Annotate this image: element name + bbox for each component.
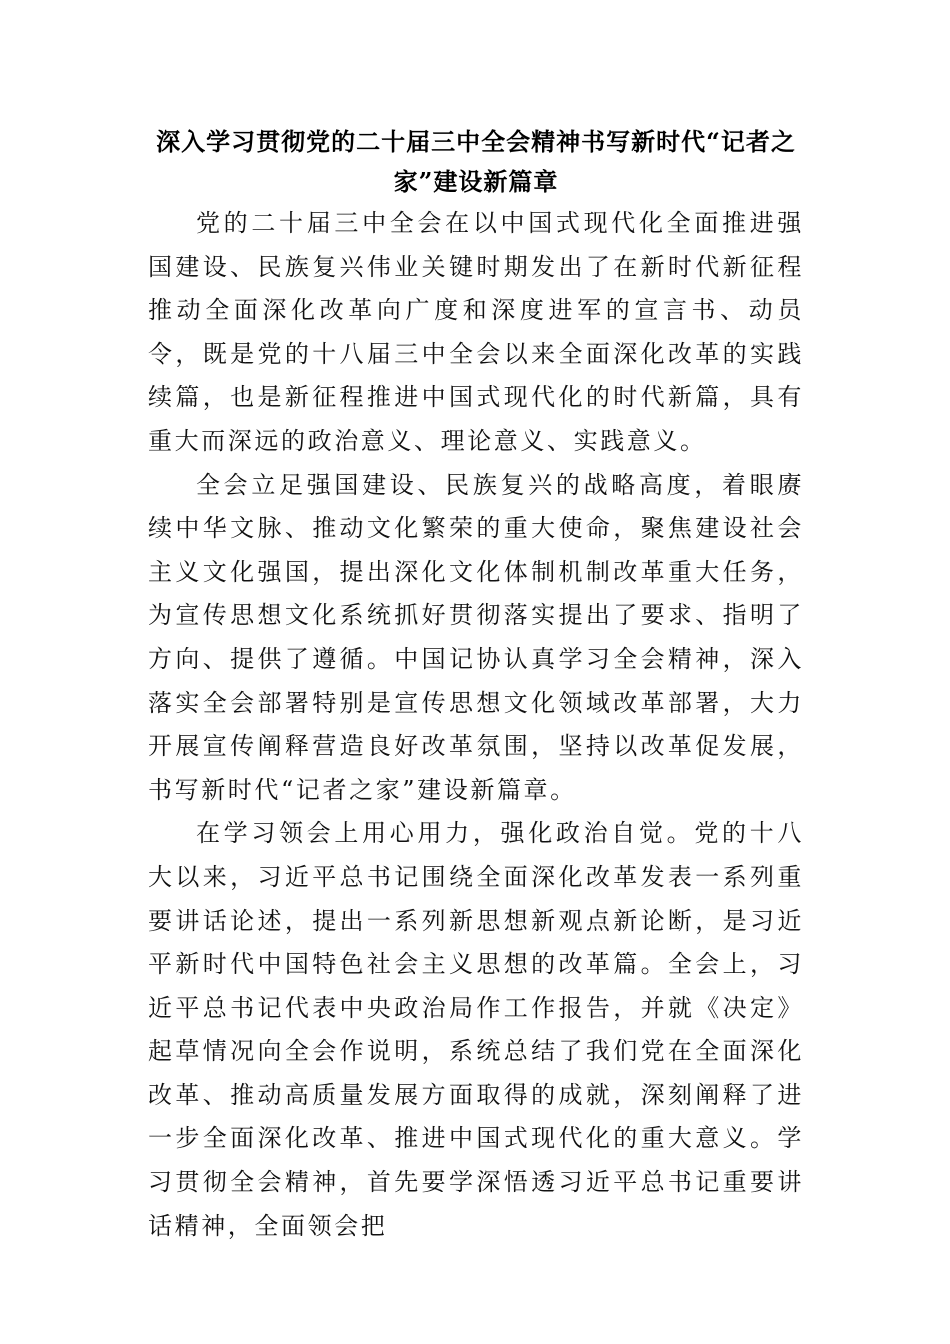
paragraph-1: 党的二十届三中全会在以中国式现代化全面推进强国建设、民族复兴伟业关键时期发出了在新时代新征程推动全面深化改革向广度和深度进军的宣言书、动员令，既是党的十八届三中全会以来全面深化改革的实践续篇，也是新征程推进中国式现代化的时代新篇，具有重大而深远的政治意义、理论意义、实践意义。 [148,209,804,455]
paragraph-3: 在学习领会上用心用力，强化政治自觉。党的十八大以来，习近平总书记围绕全面深化改革发表一系列重要讲话论述，提出一系列新思想新观点新论断，是习近平新时代中国特色社会主义思想的改革篇。全会上，习近平总书记代表中央政治局作工作报告，并就《决定》起草情况向全会作说明，系统总结了我们党在全面深化改革、推动高质量发展方面取得的成就，深刻阐释了进一步全面深化改革、推进中国式现代化的重大意义。学习贯彻全会精神，首先要学深悟透习近平总书记重要讲话精神，全面领会把 [148,819,804,1240]
paragraph-2: 全会立足强国建设、民族复兴的战略高度，着眼赓续中华文脉、推动文化繁荣的重大使命，聚焦建设社会主义文化强国，提出深化文化体制机制改革重大任务，为宣传思想文化系统抓好贯彻落实提出了要求、指明了方向、提供了遵循。中国记协认真学习全会精神，深入落实全会部署特别是宣传思想文化领域改革部署，大力开展宣传阐释营造良好改革氛围，坚持以改革促发展，书写新时代“记者之家”建设新篇章。 [148,470,804,804]
document-body [148,122,804,1248]
document-title: 深入学习贯彻党的二十届三中全会精神书写新时代“记者之家”建设新篇章 [156,127,796,196]
